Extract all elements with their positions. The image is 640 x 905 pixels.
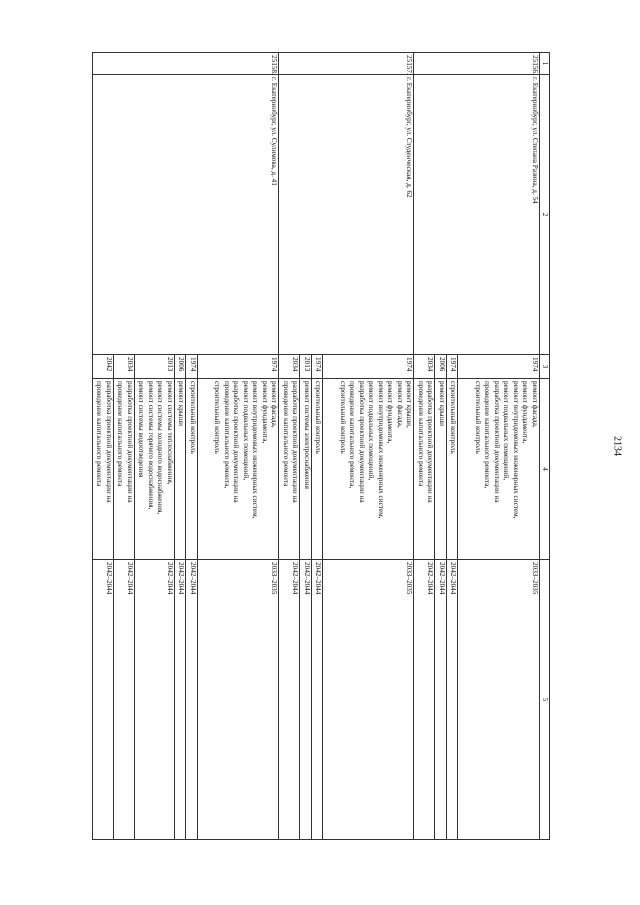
register-table-sheet	[88, 52, 550, 839]
period-cell: 2042–2044	[92, 560, 113, 840]
header-row	[539, 53, 549, 840]
period-cell: 2042–2044	[279, 560, 300, 840]
period-cell: 2042–2044	[300, 560, 312, 840]
period-cell: 2042–2044	[311, 560, 323, 840]
year-cell: 1974	[323, 355, 414, 379]
header-col-2: 2	[539, 75, 549, 355]
work-line: ремонт системы холодного водоснабжения,	[156, 381, 165, 515]
work-cell	[435, 379, 447, 560]
period-cell: 2033–2035	[323, 560, 414, 840]
work-line: ремонт фасада,	[530, 381, 539, 428]
year-cell: 2034	[113, 355, 134, 379]
table-row	[323, 53, 414, 840]
period-cell: 2042–2044	[113, 560, 134, 840]
work-line: ремонт фундамента,	[386, 381, 395, 444]
year-cell: 2034	[279, 355, 300, 379]
work-line: ремонт фасада,	[395, 381, 404, 428]
work-line: ремонт внутридомовых инженерных систем,	[251, 381, 260, 519]
work-line: ремонт системы горячего водоснабжения,	[146, 381, 155, 510]
address-cell: г. Екатеринбург, ул. Сулимова, д. 41	[92, 75, 279, 355]
work-line: ремонт системы водоотведения	[137, 381, 146, 478]
year-cell: 2006	[174, 355, 186, 379]
period-cell: 2033–2035	[197, 560, 279, 840]
work-line: ремонт крыши	[177, 381, 186, 427]
period-cell: 2042–2044	[174, 560, 186, 840]
work-line: разработка проектной документации на	[291, 381, 300, 503]
work-cell	[446, 379, 458, 560]
work-line: строительный контроль	[449, 381, 458, 454]
work-line: строительный контроль	[473, 381, 482, 454]
address-cell: г. Екатеринбург, ул. Степана Разина, д. 54	[414, 75, 540, 355]
work-cell	[323, 379, 414, 560]
table-row	[458, 53, 540, 840]
work-cell	[113, 379, 134, 560]
work-line: разработка проектной документации на	[426, 381, 435, 503]
work-cell	[92, 379, 113, 560]
work-line: проведение капитального ремонта,	[348, 381, 357, 489]
year-cell: 1974	[311, 355, 323, 379]
work-line: ремонт подвальных помещений,	[502, 381, 511, 481]
work-line: ремонт системы электроснабжения	[302, 381, 311, 489]
work-line: ремонт фундамента,	[521, 381, 530, 444]
work-line: строительный контроль	[188, 381, 197, 454]
work-cell	[458, 379, 540, 560]
work-line: проведение капитального ремонта	[281, 381, 290, 487]
period-cell: 2042–2044	[435, 560, 447, 840]
address-cell: г. Екатеринбург, ул. Студенческая, д. 62	[279, 75, 414, 355]
year-cell: 1974	[458, 355, 540, 379]
period-cell: 2042–2044	[446, 560, 458, 840]
work-line: ремонт системы теплоснабжения,	[165, 381, 174, 485]
period-cell: 2042–2044	[414, 560, 435, 840]
year-cell: 1974	[446, 355, 458, 379]
work-cell	[279, 379, 300, 560]
work-cell	[197, 379, 279, 560]
work-cell	[414, 379, 435, 560]
work-line: разработка проектной документации на	[125, 381, 134, 503]
work-line: проведение капитального ремонта	[416, 381, 425, 487]
work-cell	[300, 379, 312, 560]
header-col-5: 5	[539, 560, 549, 840]
work-line: ремонт крыши	[437, 381, 446, 427]
entry-number: 25156.	[414, 53, 540, 75]
work-line: проведение капитального ремонта	[95, 381, 104, 487]
register-table	[92, 52, 550, 840]
year-cell: 2006	[435, 355, 447, 379]
page-number: 2134	[611, 436, 623, 456]
year-cell: 2042	[92, 355, 113, 379]
header-col-1: 1	[539, 53, 549, 75]
work-line: разработка проектной документации на	[492, 381, 501, 503]
work-line: ремонт внутридомовых инженерных систем,	[376, 381, 385, 519]
work-cell	[134, 379, 174, 560]
year-cell: 2034	[414, 355, 435, 379]
work-line: разработка проектной документации на	[232, 381, 241, 503]
work-line: ремонт внутридомовых инженерных систем,	[511, 381, 520, 519]
entry-number: 25157.	[279, 53, 414, 75]
period-cell: 2033–2035	[458, 560, 540, 840]
table-row	[197, 53, 279, 840]
work-line: ремонт подвальных помещений,	[367, 381, 376, 481]
work-line: разработка проектной документации на	[104, 381, 113, 503]
work-line: строительный контроль	[213, 381, 222, 454]
work-line: строительный контроль	[338, 381, 347, 454]
entry-number: 25158.	[92, 53, 279, 75]
work-line: ремонт крыши,	[405, 381, 414, 428]
work-line: проведение капитального ремонта	[116, 381, 125, 487]
work-cell	[174, 379, 186, 560]
work-line: ремонт подвальных помещений,	[241, 381, 250, 481]
year-cell: 2013	[300, 355, 312, 379]
year-cell: 2013	[134, 355, 174, 379]
work-line: проведение капитального ремонта,	[222, 381, 231, 489]
work-line: ремонт фундамента,	[260, 381, 269, 444]
work-line: строительный контроль	[314, 381, 323, 454]
period-cell: 2042–2044	[134, 560, 174, 840]
header-col-4: 4	[539, 379, 549, 560]
work-line: проведение капитального ремонта,	[483, 381, 492, 489]
work-line: разработка проектной документации на	[357, 381, 366, 503]
work-cell	[311, 379, 323, 560]
year-cell: 1974	[197, 355, 279, 379]
work-cell	[186, 379, 198, 560]
period-cell: 2042–2044	[186, 560, 198, 840]
register-table-body	[92, 53, 549, 840]
header-col-3: 3	[539, 355, 549, 379]
year-cell: 1974	[186, 355, 198, 379]
work-line: ремонт фасада,	[270, 381, 279, 428]
